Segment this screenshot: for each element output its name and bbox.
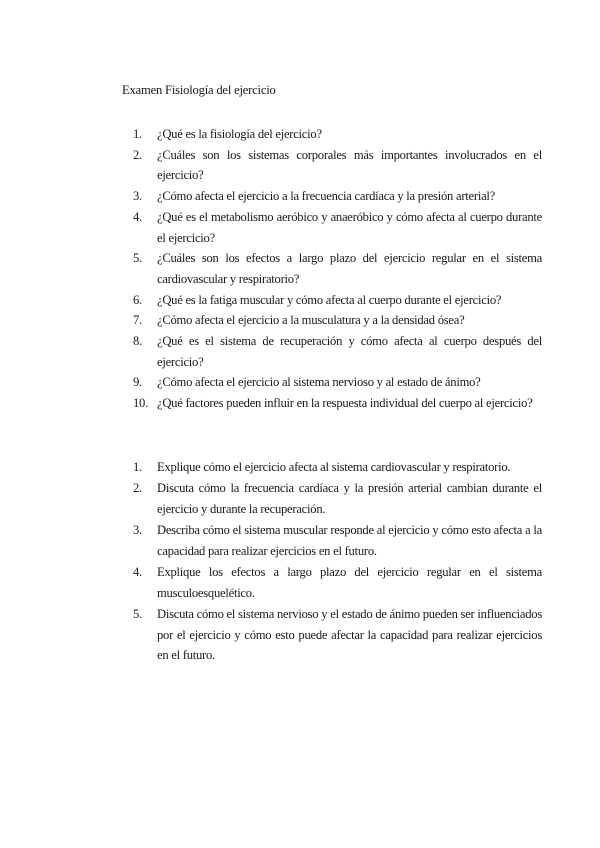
list-item (133, 248, 542, 289)
item-number: 1. (133, 127, 142, 141)
list-item (133, 124, 542, 145)
item-number: 3. (133, 523, 142, 538)
item-number: 4. (133, 209, 142, 224)
list-item (133, 562, 542, 603)
item-number: 3. (133, 189, 142, 204)
list-item (133, 186, 542, 207)
list-item (133, 145, 542, 186)
essay-prompts-list (133, 457, 542, 667)
item-text: ¿Cuáles son los efectos a largo plazo del ejercicio regular en el sistema cardiovascular y respiratorio? (157, 251, 542, 286)
item-number: 5. (133, 606, 142, 621)
item-number: 10. (133, 396, 148, 411)
list-item (133, 457, 542, 478)
list-item (133, 478, 542, 519)
item-text: ¿Qué es el metabolismo aeróbico y anaeróbico y cómo afecta al cuerpo durante el ejercicio? (157, 209, 542, 245)
item-number: 9. (133, 375, 142, 390)
item-text: ¿Cómo afecta el ejercicio a la musculatura y a la densidad ósea? (157, 313, 465, 328)
item-number: 4. (133, 565, 142, 580)
item-text: ¿Cómo afecta el ejercicio al sistema nervioso y al estado de ánimo? (157, 375, 481, 390)
item-number: 8. (133, 334, 142, 349)
item-number: 1. (133, 460, 142, 474)
item-text: ¿Qué factores pueden influir en la respuesta individual del cuerpo al ejercicio? (157, 396, 533, 411)
item-number: 2. (133, 147, 142, 162)
item-text: ¿Cómo afecta el ejercicio a la frecuencia cardíaca y la presión arterial? (157, 189, 495, 204)
list-item (133, 372, 542, 393)
item-number: 6. (133, 292, 142, 307)
item-text: ¿Cuáles son los sistemas corporales más importantes involucrados en el ejercicio? (157, 147, 542, 183)
list-item (133, 310, 542, 331)
list-item (133, 207, 542, 248)
item-text: Discuta cómo la frecuencia cardíaca y la presión arterial cambian durante el ejercicio y durante la recuperación. (157, 481, 542, 516)
item-text: Explique cómo el ejercicio afecta al sistema cardiovascular y respiratorio. (157, 460, 511, 474)
list-item (133, 520, 542, 561)
item-number: 7. (133, 313, 142, 328)
list-item (133, 393, 542, 414)
list-item (133, 331, 542, 372)
list-item (133, 290, 542, 311)
page-title: Examen Fisiología del ejercicio (122, 83, 276, 97)
item-number: 5. (133, 251, 142, 266)
item-text: Explique los efectos a largo plazo del ejercicio regular en el sistema musculoesquelético. (157, 565, 542, 600)
questions-list (133, 124, 542, 414)
item-number: 2. (133, 481, 142, 496)
item-text: Discuta cómo el sistema nervioso y el estado de ánimo pueden ser influenciados por el ejercicio y cómo esto puede afectar la capacidad para realizar ejercicios en el futuro. (157, 606, 542, 663)
item-text: ¿Qué es la fatiga muscular y cómo afecta al cuerpo durante el ejercicio? (157, 292, 502, 307)
item-text: ¿Qué es el sistema de recuperación y cómo afecta al cuerpo después del ejercicio? (157, 334, 542, 369)
list-item (133, 604, 542, 666)
item-text: Describa cómo el sistema muscular responde al ejercicio y cómo esto afecta a la capacidad para realizar ejercicios en el futuro. (157, 523, 542, 558)
item-text: ¿Qué es la fisiología del ejercicio? (157, 127, 322, 141)
